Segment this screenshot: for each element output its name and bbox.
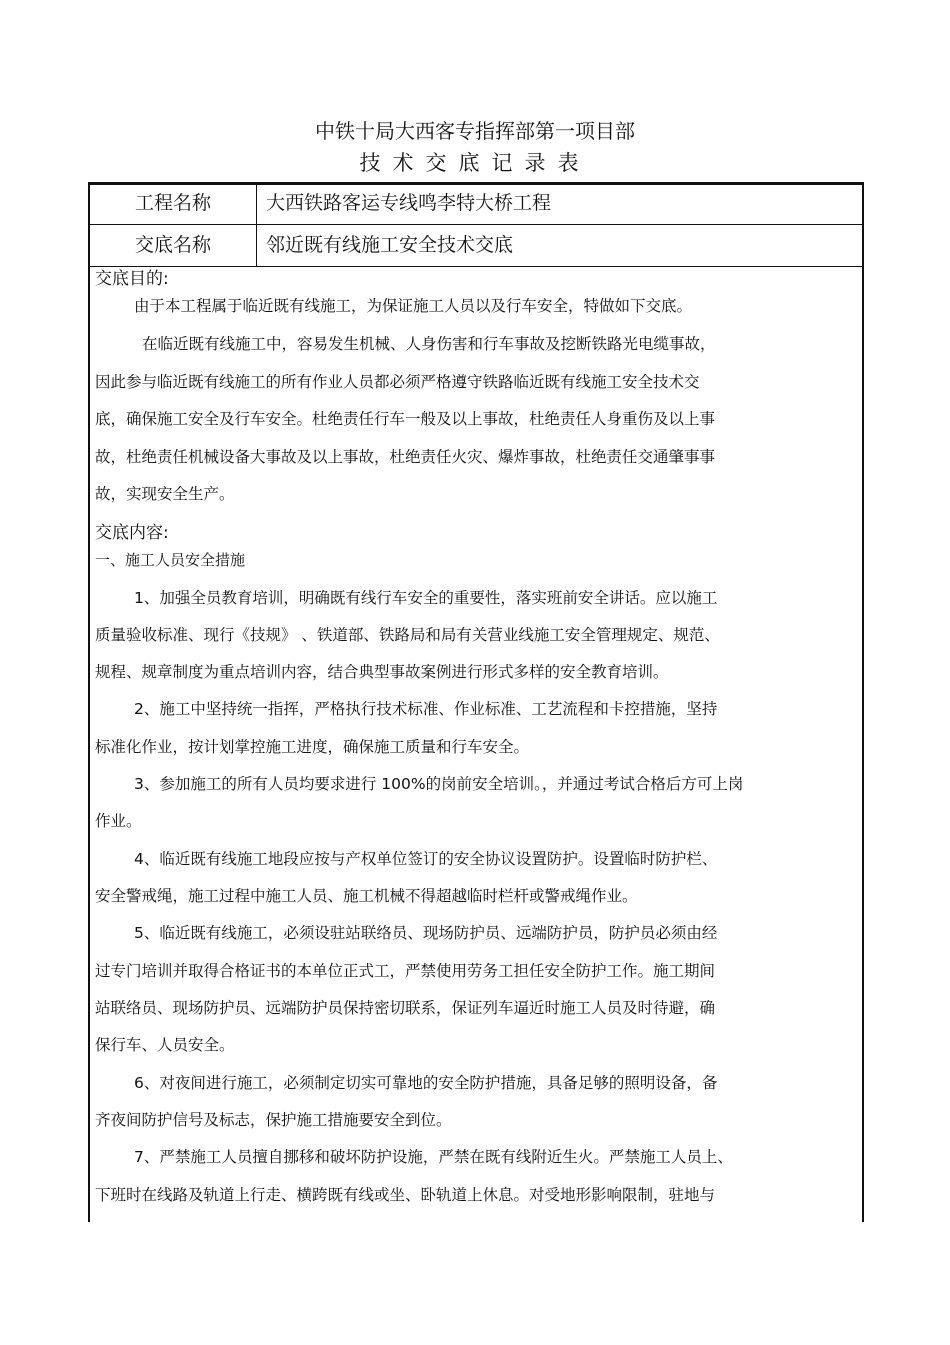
- disclosure-name-value: 邻近既有线施工安全技术交底: [266, 234, 514, 256]
- content-line: 齐夜间防护信号及标志，保护施工措施要安全到位。: [95, 1111, 452, 1129]
- content-line: 1、加强全员教育培训，明确既有线行车安全的重要性，落实班前安全讲话。应以施工: [134, 589, 718, 607]
- content-line: 规程、规章制度为重点培训内容，结合典型事故案例进行形式多样的安全教育培训。: [95, 663, 669, 681]
- disclosure-name-label: 交底名称: [134, 234, 211, 256]
- purpose-line: 故，实现安全生产。: [95, 485, 235, 503]
- content-line: 下班时在线路及轨道上行走、横跨既有线或坐、卧轨道上休息。对受地形影响限制，驻地与: [95, 1186, 716, 1204]
- section-title: 一、施工人员安全措施: [95, 551, 246, 569]
- project-name-value: 大西铁路客运专线鸣李特大桥工程: [266, 192, 552, 214]
- content-line: 作业。: [95, 812, 142, 830]
- content-line: 过专门培训并取得合格证书的本单位正式工，严禁使用劳务工担任安全防护工作。施工期间: [95, 962, 716, 980]
- content-line: 2、施工中坚持统一指挥，严格执行技术标准、作业标准、工艺流程和卡控措施，坚持: [134, 700, 718, 718]
- content-line: 5、临近既有线施工，必须设驻站联络员、现场防护员、远端防护员，防护员必须由经: [134, 924, 718, 942]
- purpose-line: 在临近既有线施工中，容易发生机械、人身伤害和行车事故及挖断铁路光电缆事故，: [142, 335, 716, 353]
- project-name-label: 工程名称: [134, 192, 211, 214]
- content-line: 质量验收标准、现行《技规》 、铁道部、铁路局和局有关营业线施工安全管理规定、规范、: [95, 626, 720, 644]
- content-line: 4、临近既有线施工地段应按与产权单位签订的安全协议设置防护。设置临时防护栏、: [134, 850, 718, 868]
- content-line: 站联络员、现场防护员、远端防护员保持密切联系，保证列车逼近时施工人员及时待避，确: [95, 999, 716, 1017]
- purpose-line: 因此参与临近既有线施工的所有作业人员都必须严格遵守铁路临近既有线施工安全技术交: [95, 373, 700, 391]
- content-line: 安全警戒绳，施工过程中施工人员、施工机械不得超越临时栏杆或警戒绳作业。: [95, 887, 638, 905]
- purpose-heading: 交底目的:: [95, 269, 169, 289]
- content-line: 保行车、人员安全。: [95, 1036, 235, 1054]
- form-title: 技术交底记录表: [359, 151, 591, 175]
- content-line: 标准化作业，按计划掌控施工进度，确保施工质量和行车安全。: [95, 738, 530, 756]
- column-divider: [256, 184, 257, 267]
- content-line: 7、严禁施工人员擅自挪移和破坏防护设施，严禁在既有线附近生火。严禁施工人员上、: [134, 1148, 733, 1166]
- content-heading: 交底内容:: [95, 523, 169, 543]
- organization-title: 中铁十局大西客专指挥部第一项目部: [315, 119, 635, 143]
- content-line: 6、对夜间进行施工，必须制定切实可靠地的安全防护措施，具备足够的照明设备，备: [134, 1074, 718, 1092]
- purpose-line: 由于本工程属于临近既有线施工，为保证施工人员以及行车安全，特做如下交底。: [134, 297, 693, 315]
- purpose-line: 底，确保施工安全及行车安全。杜绝责任行车一般及以上事故，杜绝责任人身重伤及以上事: [95, 410, 716, 428]
- content-line: 3、参加施工的所有人员均要求进行 100%的岗前安全培训。，并通过考试合格后方可上岗: [134, 775, 744, 793]
- purpose-line: 故，杜绝责任机械设备大事故及以上事故，杜绝责任火灾、爆炸事故，杜绝责任交通肇事事: [95, 448, 716, 466]
- row-divider: [88, 266, 864, 267]
